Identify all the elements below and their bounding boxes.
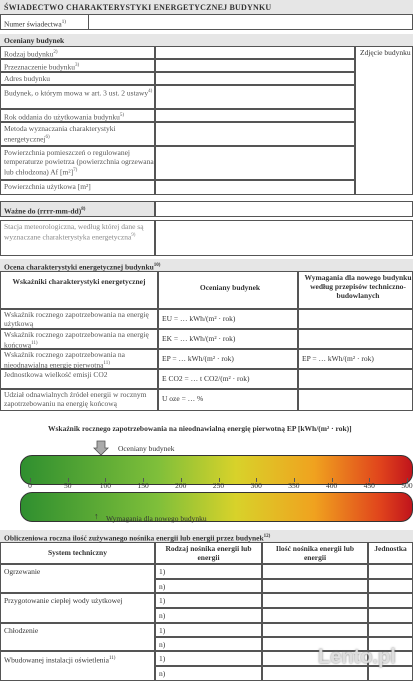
building-value-cell — [155, 59, 355, 72]
indicator-row-value: U oze = … % — [162, 394, 204, 403]
scale-tick-label: 300 — [250, 481, 262, 490]
building-row-label: Powierzchnia użytkowa [m²] — [4, 182, 91, 191]
indicator-row-label: Wskaźnik rocznego zapotrzebowania na energię końcową$^{11)}$ — [4, 330, 149, 350]
consumption-cell — [262, 593, 368, 608]
scale-title: Wskaźnik rocznego zapotrzebowania na nieodnawialną energię pierwotną EP [kWh/(m² · rok)] — [48, 424, 352, 433]
building-value-cell — [155, 109, 355, 122]
consumption-marker: n) — [159, 611, 166, 620]
consumption-row-label: Chłodzenie — [4, 626, 39, 635]
building-photo-label: Zdjęcie budynku — [360, 48, 411, 57]
document-title: ŚWIADECTWO CHARAKTERYSTYKI ENERGETYCZNEJ BUDYNKU — [4, 3, 272, 12]
scale-tick-label: 100 — [99, 481, 112, 490]
building-row-label: Powierzchnia pomieszczeń o regulowanej temperaturze powietrza (powierzchnia ogrzewana lub chłodzona) Af $[m^2]^{7)}$ — [4, 148, 154, 177]
consumption-marker: 1) — [159, 626, 166, 635]
indicator-header-requirement: Wymagania dla nowego budynku według przepisów techniczno-budowlanych — [304, 273, 412, 300]
indicator-row-label: Udział odnawialnych źródeł energii w rocznym zapotrzebowaniu na energię końcową — [4, 390, 147, 408]
scale-bottom-label: Wymagania dla nowego budynku — [106, 514, 207, 523]
building-value-cell — [155, 180, 355, 195]
consumption-cell — [368, 564, 413, 579]
building-value-cell — [155, 46, 355, 59]
consumption-cell — [262, 608, 368, 623]
station-label: Stacja meteorologiczna, według której dane są wyznaczane charakterystyka energetyczna$^{9)}$ — [4, 222, 144, 242]
indicator-row-label: Wskaźnik rocznego zapotrzebowania na energię użytkową — [4, 310, 149, 328]
consumption-header-label: Jednostka — [374, 544, 407, 553]
consumption-marker: n) — [159, 669, 166, 678]
scale-tick-label: 150 — [137, 481, 149, 490]
indicator-row-value: EP = … kWh/(m² · rok) — [162, 354, 234, 363]
building-row-label: Rok oddania do użytkowania budynku$^{5)}$ — [4, 112, 124, 122]
indicator-cell — [298, 369, 413, 389]
consumption-cell — [262, 623, 368, 637]
indicator-row-requirement: EP = … kWh/(m² · rok) — [302, 354, 374, 363]
consumption-cell — [155, 637, 262, 651]
indicator-row-label: Jednostkowa wielkość emisji CO2 — [4, 370, 108, 379]
indicator-row-label: Wskaźnik rocznego zapotrzebowania na nieodnawialną energię pierwotną$^{11)}$ — [4, 350, 125, 370]
scale-tick-label: 350 — [288, 481, 300, 490]
consumption-marker: n) — [159, 640, 166, 649]
consumption-header-label: System techniczny — [48, 548, 107, 557]
building-row-label: Budynek, o którym mowa w art. 3 ust. 2 ustawy$^{4)}$ — [4, 88, 153, 98]
indicator-header-label: Wskaźniki charakterystyki energetycznej — [12, 277, 146, 286]
consumption-cell — [262, 564, 368, 579]
scale-top-label: Oceniany budynek — [118, 444, 175, 453]
section-evaluation-title: Ocena charakterystyki energetycznej budynku$^{10)}$ — [4, 262, 161, 272]
indicator-row-value: EK = … kWh/(m² · rok) — [162, 334, 236, 343]
consumption-cell — [155, 593, 262, 608]
consumption-cell — [155, 579, 262, 593]
consumption-cell — [155, 608, 262, 623]
scale-tick-label: 450 — [363, 481, 375, 490]
indicator-cell — [298, 329, 413, 349]
building-value-cell — [155, 72, 355, 85]
consumption-row-label: Przygotowanie ciepłej wody użytkowej — [4, 596, 123, 605]
consumption-marker: 1) — [159, 596, 166, 605]
consumption-cell — [368, 579, 413, 593]
consumption-cell — [155, 666, 262, 681]
consumption-header-label: Ilość nośnika energii lub energii — [275, 544, 355, 562]
consumption-header-label: Rodzaj nośnika energii lub energii — [165, 544, 252, 562]
scale-tick-label: 50 — [63, 481, 72, 490]
valid-until-label: Ważne do (rrrr-mm-dd)$^{8)}$ — [4, 206, 86, 216]
building-value-cell — [155, 122, 355, 146]
consumption-cell — [262, 579, 368, 593]
building-photo-cell — [355, 46, 413, 195]
indicator-header-building: Oceniany budynek — [199, 283, 261, 292]
scale-tick-label: 0 — [28, 481, 32, 490]
building-row-label: Przeznaczenie budynku$^{3)}$ — [4, 62, 80, 72]
indicator-row-value: EU = … kWh/(m² · rok) — [162, 314, 236, 323]
energy-scale-bottom — [20, 492, 413, 522]
indicator-cell — [298, 389, 413, 411]
scale-tick-label: 200 — [175, 481, 187, 490]
consumption-row-label: Ogrzewanie — [4, 567, 41, 576]
building-row-label: Metoda wyznaczania charakterystyki energetycznej$^{6)}$ — [4, 124, 116, 144]
indicator-cell — [298, 309, 413, 329]
building-value-cell — [155, 146, 355, 180]
consumption-cell — [155, 623, 262, 637]
building-row-label: Adres budynku — [4, 74, 51, 83]
watermark-logo: Lento.pl — [318, 646, 396, 668]
consumption-cell — [155, 564, 262, 579]
consumption-cell — [155, 651, 262, 666]
scale-tick-label: 500 — [401, 481, 413, 490]
consumption-cell — [368, 623, 413, 637]
indicator-row-value: E CO2 = … t CO2/(m² · rok) — [162, 374, 250, 383]
section-consumption-title: Obliczeniowa roczna ilość zużywanego nośnika energii lub energii przez budynek$^{12)}$ — [4, 533, 271, 543]
consumption-marker: n) — [159, 582, 166, 591]
certificate-number-label: Numer świadectwa$^{1)}$ — [4, 19, 66, 29]
scale-tick-label: 250 — [212, 481, 225, 490]
consumption-row-label: Wbudowanej instalacji oświetlenia$^{11)}$ — [4, 655, 116, 665]
section-building-title: Oceniany budynek — [4, 36, 65, 45]
arrow-up-icon: ↑ — [94, 511, 99, 521]
consumption-marker: 1) — [159, 654, 166, 663]
building-row-label: Rodzaj budynku$^{2)}$ — [4, 49, 58, 59]
consumption-marker: 1) — [159, 567, 166, 576]
arrow-down-icon — [93, 440, 109, 456]
building-value-cell — [155, 85, 355, 109]
consumption-cell — [368, 593, 413, 608]
consumption-cell — [368, 608, 413, 623]
scale-tick-label: 400 — [325, 481, 338, 490]
